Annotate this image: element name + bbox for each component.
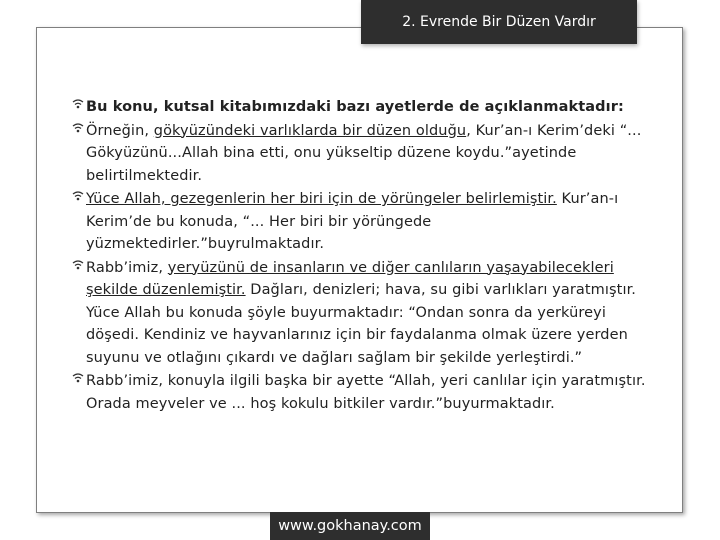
bullet-item [72,96,662,119]
bullet-text: Rabb’imiz, konuyla ilgili başka bir ayette “Allah, yeri canlılar için yaratmıştır. Orada meyveler ve ... hoş kokulu bitkiler vardır.”buyurmaktadır. [86,373,646,412]
bullet-underlined-text: yeryüzünü de insanların ve diğer canlıların yaşayabilecekleri şekilde düzenlemiştir. [86,259,614,298]
bullet-underlined-text: gökyüzündeki varlıklarda bir düzen olduğu [153,122,467,139]
bullet-item [72,120,662,188]
bullet-text: Örneğin, [86,122,154,139]
bullet-item [72,188,662,256]
bullet-item [72,257,662,370]
bullet-text: Kur’an-ı Kerim’de bu konuda, “... Her biri bir yörüngede yüzmektedirler.”buyrulmaktadır. [86,191,619,252]
slide-title: 2. Evrende Bir Düzen Vardır [361,0,637,44]
bullet-text: , Kur’an-ı Kerim’deki “... Gökyüzünü...Allah bina etti, onu yükseltip düzene koydu.”ayetinde belirtilmektedir. [86,122,642,184]
wifi-signal-icon [72,191,84,201]
bullet-underlined-text: Yüce Allah, gezegenlerin her biri için de yörüngeler belirlemiştir. [86,191,557,207]
website-footer: www.gokhanay.com [270,512,430,540]
wifi-signal-icon [72,373,84,383]
wifi-signal-icon [72,260,84,270]
bullet-list [72,96,662,415]
bullet-text: Rabb’imiz, [86,259,168,276]
bullet-text: Bu konu, kutsal kitabımızdaki bazı ayetlerde de açıklanmaktadır: [86,99,624,115]
wifi-signal-icon [72,99,84,109]
bullet-item [72,370,662,415]
wifi-signal-icon [72,123,84,133]
bullet-text: Dağları, denizleri; hava, su gibi varlıkları yaratmıştır. Yüce Allah bu konuda şöyle buyurmaktadır: “Ondan sonra da yerküreyi döşedi. Kendiniz ve hayvanlarınız için bir faydalanma olmak üzere yerden suyunu ve otlağını çıkardı ve dağları sağlam bir şekilde yerleştirdi.” [86,282,637,366]
